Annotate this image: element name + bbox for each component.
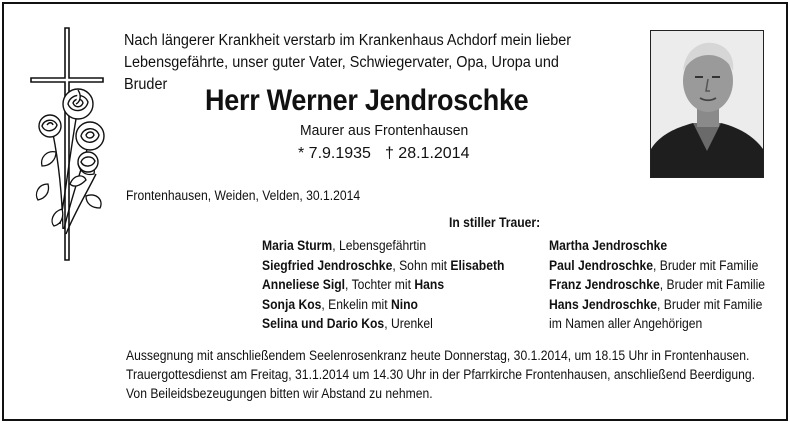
mourner-partner-name: Nino	[390, 296, 418, 312]
mourner-name: Franz Jendroschke	[549, 277, 660, 292]
portrait-photo	[650, 30, 764, 178]
mourner-partner-name: Elisabeth	[450, 257, 505, 273]
mourner-name: Martha Jendroschke	[549, 238, 668, 253]
mourner-row	[549, 295, 765, 315]
mourner-name: Hans Jendroschke	[549, 296, 658, 312]
mourner-name: Anneliese Sigl	[262, 277, 346, 292]
mourner-row	[549, 256, 765, 276]
intro-line: Nach längerer Krankheit verstarb im Krankenhaus Achdorf mein lieber	[124, 32, 572, 49]
mourner-relation: , Enkelin mit	[321, 296, 391, 312]
mourner-row	[549, 275, 765, 295]
mourner-relation: , Lebensgefährtin	[332, 238, 427, 253]
mourner-name: Selina und Dario Kos	[262, 316, 385, 331]
mourner-relation: im Namen aller Angehörigen	[549, 316, 703, 331]
mourner-name: Siegfried Jendroschke	[262, 257, 393, 273]
birth-date: * 7.9.1935	[298, 145, 371, 162]
mourner-relation: , Bruder mit Familie	[659, 277, 766, 292]
mourner-relation: , Sohn mit	[392, 257, 451, 273]
mourners-left-column	[262, 236, 504, 334]
mourner-relation: , Bruder mit Familie	[653, 257, 759, 273]
mourner-row	[262, 275, 504, 295]
mourner-row	[262, 314, 504, 334]
mourner-row	[549, 314, 765, 334]
footer-line: Von Beileidsbezeugungen bitten wir Abstand zu nehmen.	[126, 386, 433, 401]
mourner-row	[262, 256, 504, 276]
life-dates	[298, 145, 469, 163]
footer-line: Aussegnung mit anschließendem Seelenrosenkranz heute Donnerstag, 30.1.2014, um 18.15 Uhr in Frontenhausen.	[126, 348, 750, 363]
intro-line: Lebensgefährte, unser guter Vater, Schwiegervater, Opa, Uropa und Bruder	[124, 54, 559, 93]
mourner-relation: , Bruder mit Familie	[657, 296, 763, 312]
death-date: † 28.1.2014	[384, 145, 470, 162]
mourner-row	[262, 295, 504, 315]
mourners-right-column	[549, 236, 765, 334]
mourner-name: Sonja Kos	[262, 296, 322, 312]
mourner-relation: , Tochter mit	[345, 277, 415, 292]
deceased-name: Herr Werner Jendroschke	[205, 84, 529, 117]
mourning-title: In stiller Trauer:	[449, 215, 541, 230]
mourner-row	[262, 236, 504, 256]
funeral-notice	[126, 346, 756, 403]
mourner-name: Paul Jendroschke	[549, 257, 654, 273]
place-and-date: Frontenhausen, Weiden, Velden, 30.1.2014	[126, 188, 361, 203]
cross-with-roses-icon	[26, 24, 116, 264]
footer-line: Trauergottesdienst am Freitag, 31.1.2014 um 14.30 Uhr in der Pfarrkirche Frontenhausen, anschließend Beerdigung.	[126, 367, 756, 382]
mourner-row	[549, 236, 765, 256]
mourner-name: Maria Sturm	[262, 238, 333, 253]
profession: Maurer aus Frontenhausen	[300, 122, 469, 139]
mourner-relation: , Urenkel	[384, 316, 433, 331]
mourner-partner-name: Hans	[414, 277, 445, 292]
